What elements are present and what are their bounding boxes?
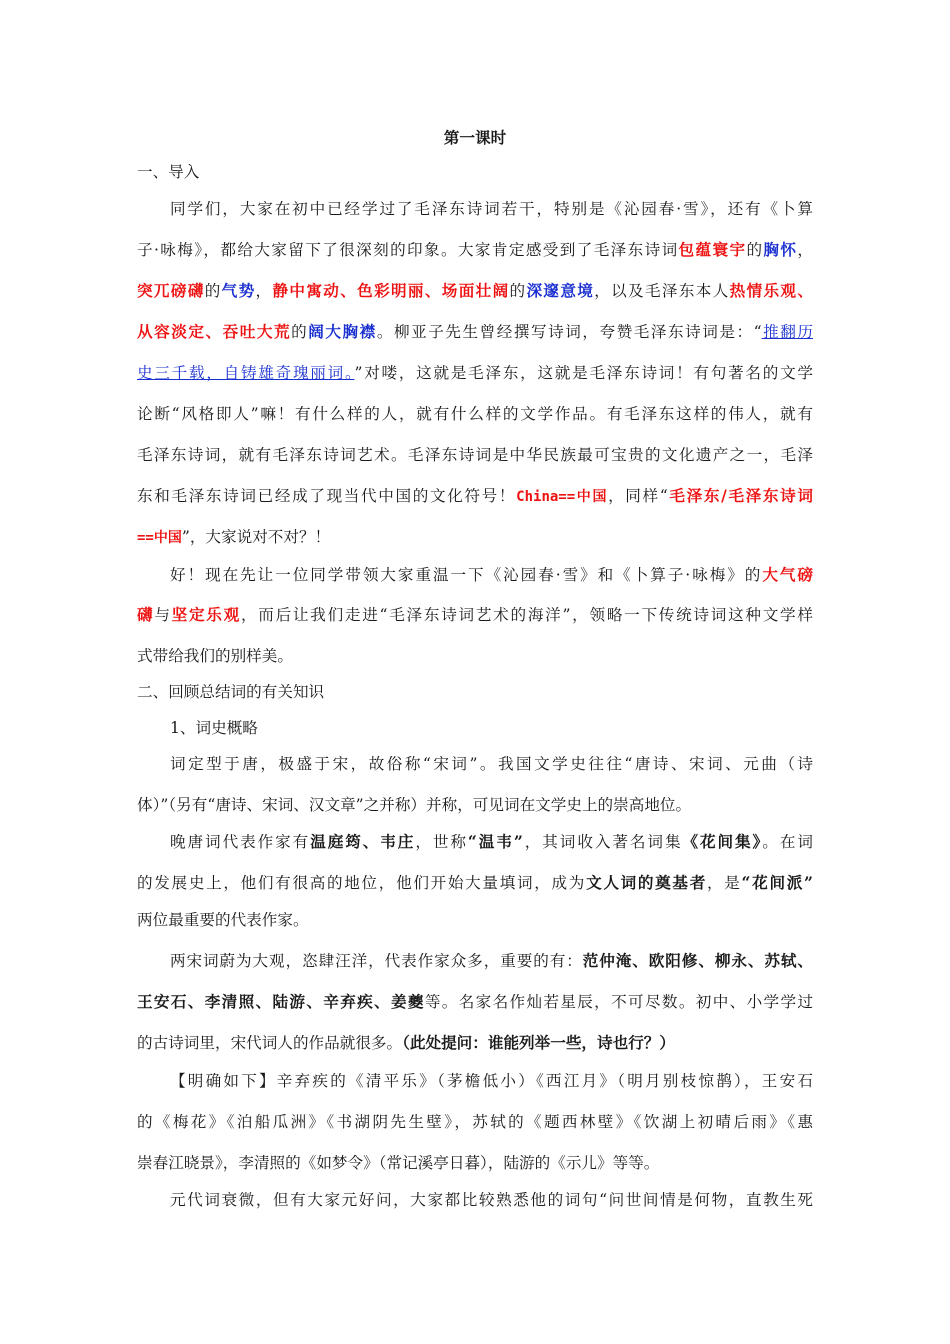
text-span: 元代词衰微，但有大家元好问，大家都比较熟悉他的词句“问世间情是何物，直教生死 [170,1191,813,1209]
bold-text: 王安石、李清照、陆游、辛弃疾、姜夔 [137,992,425,1011]
highlight-red: 大气磅 [762,565,813,584]
text-line [170,560,813,590]
paragraph-line [0,827,950,857]
text-span: ，是 [706,874,742,892]
text-line [170,827,813,857]
text-span: 等。名家名作灿若星辰，不可尽数。初中、小学学过 [424,993,813,1011]
paragraph-line [0,946,950,976]
text-span: 的古诗词里，宋代词人的作品就很多。 [137,1034,403,1052]
text-line [137,358,813,388]
highlight-blue: 阔大胸襟 [308,322,377,341]
paragraph-line [0,235,950,265]
bold-text: （此处提问：谁能列举一些，诗也行？） [402,1033,675,1052]
text-span: 词定型于唐，极盛于宋，故俗称“宋词”。我国文学史往往“唐诗、宋词、元曲（诗 [170,755,813,773]
paragraph-line [0,399,950,429]
paragraph-line [0,790,950,820]
text-span: 晚唐词代表作家有 [170,833,311,851]
bold-text: 《花间集》 [682,832,763,851]
bold-text: “温韦” [467,832,523,851]
highlight-red: China==中国 [516,489,609,505]
text-span: 与 [154,606,172,624]
text-span: 论断“风格即人”嘛！有什么样的人，就有什么样的文学作品。有毛泽东这样的伟人，就有 [137,405,813,423]
text-span: 好！现在先让一位同学带领大家重温一下《沁园春·雪》和《卜算子·咏梅》的 [170,566,763,584]
text-span: ，以及毛泽东本人 [594,282,730,300]
page-title: 第一课时 [443,128,507,147]
paragraph-line [0,1066,950,1096]
text-line [137,317,813,347]
text-span: ，而后让我们走进“毛泽东诗词艺术的海洋”，领略一下传统诗词这种文学样 [240,606,813,624]
paragraph-line [0,1148,950,1178]
paragraph-line [0,1185,950,1215]
text-span: 子·咏梅》，都给大家留下了很深刻的印象。大家肯定感受到了毛泽东诗词 [137,241,679,259]
paragraph-line [0,481,950,511]
text-line [137,868,813,898]
paragraph-line [0,600,950,630]
bold-text: 温庭筠、韦庄 [310,832,416,851]
paragraph-line [0,905,950,935]
paragraph-line [0,560,950,590]
text-line [137,276,813,306]
paragraph-line [0,317,950,347]
text-span: 的 [509,282,527,300]
text-span: ”对喽，这就是毛泽东，这就是毛泽东诗词！有句著名的文学 [354,364,813,382]
text-span: 体）”（另有“唐诗、宋词、汉文章”之并称）并称，可见词在文学史上的崇高地位。 [137,796,692,814]
paragraph-line [0,1028,950,1058]
paragraph-line [0,641,950,671]
paragraph-line [0,868,950,898]
paragraph-line [0,1107,950,1137]
highlight-red: 礴 [137,605,155,624]
text-span: 的 [204,282,222,300]
text-span: 毛泽东诗词，就有毛泽东诗词艺术。毛泽东诗词是中华民族最可宝贵的文化遗产之一，毛泽 [137,446,813,464]
text-span: 同学们，大家在初中已经学过了毛泽东诗词若干，特别是《沁园春·雪》，还有《卜算 [170,200,813,218]
paragraph-line [0,194,950,224]
highlight-red: 毛泽东/毛泽东诗词 [667,486,813,505]
quote-link[interactable]: 史三千载，自铸雄奇瑰丽词。 [137,364,355,382]
text-span: 的《梅花》《泊船瓜洲》《书湖阴先生壁》，苏轼的《题西林壁》《饮湖上初晴后雨》《惠 [137,1113,813,1131]
text-span: ， [797,241,813,259]
paragraph-line [0,276,950,306]
paragraph-line [0,440,950,470]
bold-text: 范仲淹、欧阳修、柳永、苏轼、 [582,951,813,970]
highlight-blue: 气势 [221,281,256,300]
text-span: ”，大家说对不对？！ [181,528,331,546]
text-span: 式带给我们的别样美。 [137,647,293,665]
text-span: 两位最重要的代表作家。 [137,911,309,929]
paragraph-line [0,522,950,552]
highlight-red: 坚定乐观 [171,605,241,624]
subsection-heading: 1、词史概略 [170,719,258,737]
section-heading-review: 二、回顾总结词的有关知识 [137,683,325,701]
text-line [137,481,813,512]
paragraph-line [0,358,950,388]
text-span: 【明确如下】辛弃疾的《清平乐》（茅檐低小）《西江月》（明月别枝惊鹊），王安石 [170,1072,813,1090]
highlight-red: 静中寓动、色彩明丽、场面壮阔 [272,281,510,300]
paragraph-line [0,987,950,1017]
text-line [137,235,813,265]
text-span: 两宋词蔚为大观，恣肆汪洋，代表作家众多，重要的有： [170,952,583,970]
text-span: ，世称 [415,833,468,851]
highlight-red: 突兀磅礴 [137,281,205,300]
quote-link[interactable]: 推翻历 [761,323,813,341]
highlight-blue: 深邃意境 [526,281,595,300]
highlight-red: 热情乐观、 [729,281,813,300]
text-span: 的 [746,241,764,259]
text-span: 东和毛泽东诗词已经成了现当代中国的文化符号！ [137,487,517,505]
highlight-red: 从容淡定、吞吐大荒 [137,322,292,341]
text-span: 的发展史上，他们有很高的地位，他们开始大量填词，成为 [137,874,587,892]
text-line [137,600,813,630]
section-heading-intro: 一、导入 [137,163,200,181]
highlight-red: ==中国 [137,530,182,546]
bold-text: “花间派” [741,873,813,892]
text-line [170,946,813,976]
text-span: 。在词 [762,833,813,851]
paragraph-line [0,749,950,779]
highlight-blue: 胸怀 [763,240,798,259]
text-span: ， [255,282,273,300]
text-span: 。柳亚子先生曾经撰写诗词，夸赞毛泽东诗词是：“ [376,323,762,341]
highlight-red: 包蕴寰宇 [678,240,747,259]
text-span: ，其词收入著名词集 [522,833,683,851]
bold-text: 文人词的奠基者 [586,873,707,892]
text-span: ，同样“ [608,487,668,505]
text-line [137,987,813,1017]
text-span: 的 [291,323,309,341]
text-span: 崇春江晓景》，李清照的《如梦令》（常记溪亭日暮），陆游的《示儿》等等。 [137,1154,660,1172]
